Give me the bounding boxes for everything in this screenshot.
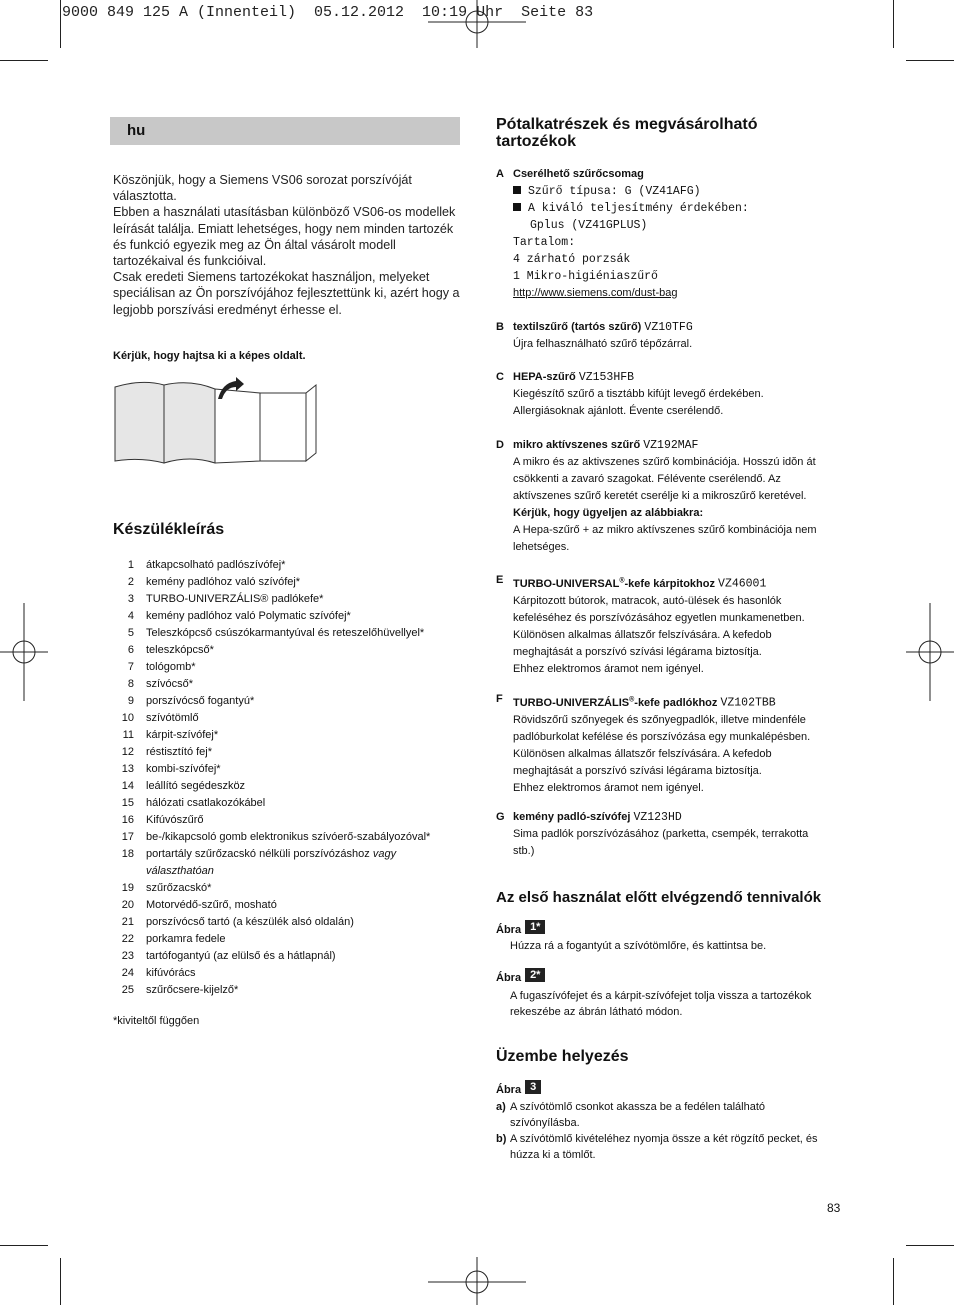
- print-header-line: 9000 849 125 A (Innenteil) 05.12.2012 10:19 Uhr Seite 83: [62, 4, 594, 21]
- list-item: 3 TURBO-UNIVERZÁLIS® padlókefe*: [127, 593, 324, 605]
- accessory-a: A Cserélhető szűrőcsomag Szűrő típusa: G (VZ41AFG) A kiváló teljesítmény érdekében: Gplus (VZ41GPLUS) Tartalom: 4 zárható porzsák 1 Mikro-higiéniaszűrő http://www.siemens.com/dust-bag: [496, 166, 848, 302]
- page-number: 83: [827, 1201, 841, 1215]
- crop-mark-bottom-right-h: [906, 1245, 954, 1246]
- list-item: 11 kárpit-szívófej*: [122, 729, 219, 741]
- intro-text: [113, 172, 463, 318]
- crop-mark-bottom-left-h: [0, 1245, 48, 1246]
- figure-badge: 3: [525, 1080, 541, 1094]
- list-item: 23 tartófogantyú (az elülső és a hátlapnál): [121, 950, 336, 962]
- intro-paragraph-1: Köszönjük, hogy a Siemens VS06 sorozat porszívóját választotta.: [113, 173, 412, 204]
- list-item: 9 porszívócső fogantyú*: [127, 695, 255, 707]
- list-item: 24 kifúvórács: [121, 967, 196, 979]
- step-a: a) A szívótömlő csonkot akassza be a fedélen található szívónyílásba.: [496, 1101, 765, 1129]
- crop-mark-top-right-h: [906, 60, 954, 61]
- list-item: 18 portartály szűrőzacskó nélküli porszívózáshoz vagy választhatóan: [121, 848, 397, 877]
- figure-badge: 2*: [525, 968, 545, 982]
- list-item: 7 tológomb*: [127, 661, 196, 673]
- crop-mark-top-left-h: [0, 60, 48, 61]
- accessory-a-title: Cserélhető szűrőcsomag: [513, 168, 644, 180]
- language-tab: [110, 117, 460, 145]
- figure-2-ref: Ábra 2*: [496, 968, 545, 986]
- step-b: b) A szívótömlő kivételéhez nyomja össze a két rögzítő pecket, és húzza ki a tömlőt.: [496, 1133, 818, 1161]
- accessory-c: C HEPA-szűrő VZ153HFB Kiegészítő szűrő a tisztább kifújt levegő érdekében. Allergiásoknak ajánlott. Évente cserélendő.: [496, 371, 764, 417]
- registration-mark-left: [0, 603, 48, 701]
- accessory-e: E TURBO-UNIVERSAL®-kefe kárpitokhoz VZ46001 Kárpitozott bútorok, matracok, autó-ülések és hasonlók kefeléséhez és porszívózásához egyetlen munkamenetben. Különösen alkalmas állatszőr felszívására. A kefedob meghajtását a porszívó szívási légárama biztosítja. Ehhez elektromos áramot nem igényel.: [496, 574, 805, 675]
- registration-mark-top: [428, 0, 526, 48]
- intro-paragraph-3: Csak eredeti Siemens tartozékokat használjon, melyeket speciálisan az Ön porszívójához fejlesztettünk ki, azért hogy a legjobb porszívási eredményt érhesse el.: [113, 270, 460, 317]
- list-item: 10 szívótömlő: [121, 712, 199, 724]
- accessory-b: B textilszűrő (tartós szűrő) VZ10TFG Újra felhasználható szűrő tépőzárral.: [496, 321, 693, 350]
- description-heading: Készülékleírás: [113, 521, 225, 538]
- list-item: 16 Kifúvószűrő: [121, 814, 204, 826]
- parts-list: [113, 557, 463, 999]
- figure-1-text: Húzza rá a fogantyút a szívótömlőre, és kattintsa be.: [510, 940, 767, 952]
- list-item: 2 kemény padlóhoz való szívófej*: [127, 576, 301, 588]
- list-item: 21 porszívócső tartó (a készülék alsó oldalán): [121, 916, 354, 928]
- startup-steps: [496, 1099, 846, 1163]
- figure-1-ref: Ábra 1*: [496, 920, 545, 938]
- crop-mark-bottom-right-v: [893, 1258, 894, 1305]
- accessories-heading: Pótalkatrészek és megvásárolható tartozékok: [496, 116, 758, 150]
- list-item: 25 szűrőcsere-kijelző*: [121, 984, 239, 996]
- figure-2-text: A fugaszívófejet és a kárpit-szívófejet tolja vissza a tartozékok rekeszébe az ábrán látható módon.: [510, 990, 812, 1018]
- list-item: 20 Motorvédő-szűrő, mosható: [121, 899, 277, 911]
- fold-out-page-illustration: [112, 375, 320, 465]
- footnote: *kiviteltől függően: [113, 1015, 200, 1027]
- accessory-g: G kemény padló-szívófej VZ123HD Sima padlók porszívózásához (parketta, csempék, terrakotta stb.): [496, 811, 809, 857]
- bullet-icon: [513, 203, 521, 211]
- list-item: 4 kemény padlóhoz való Polymatic szívófej*: [127, 610, 351, 622]
- registration-mark-right: [906, 603, 954, 701]
- crop-mark-top-right-v: [893, 0, 894, 48]
- accessory-d: D mikro aktívszenes szűrő VZ192MAF A mikro és az aktivszenes szűrő kombinációja. Hosszú idŏn át csökkenti a zavaró szagokat. Félévente cserélendő. Az aktívszenes szűrő keretét cserélje ki a mikroszűrő keretével. Kérjük, hogy ügyeljen az alábbiakra: A Hepa-szűrő + az mikro aktívszenes szűrő kombinációja nem lehetséges.: [496, 439, 817, 553]
- accessory-f: F TURBO-UNIVERZÁLIS®-kefe padlókhoz VZ102TBB Rövidszőrű szőnyegek és szőnyegpadlók, illetve mindenféle padlóburkolat kefélése és porszívózása egy munkalépésben. Különösen alkalmas állatszőr felszívására. A kefedob meghajtását a porszívó szívási légárama biztosítja. Ehhez elektromos áramot nem igényel.: [496, 693, 811, 794]
- dust-bag-link[interactable]: http://www.siemens.com/dust-bag: [513, 287, 678, 299]
- first-use-heading: Az első használat előtt elvégzendő tennivalók: [496, 889, 822, 906]
- list-item: 8 szívócső*: [127, 678, 194, 690]
- figure-badge: 1*: [525, 920, 545, 934]
- list-item: 1 átkapcsolható padlószívófej*: [127, 559, 286, 571]
- fold-out-note: Kérjük, hogy hajtsa ki a képes oldalt.: [113, 350, 306, 362]
- intro-paragraph-2: Ebben a használati utasításban különböző VS06-os modellek leírását találja. Emiatt lehetséges, hogy nem minden tartozék és funkció egyezik meg az Ön által vásárolt modell tartozékaival és funkcióival.: [113, 205, 456, 269]
- crop-mark-top-left-v: [60, 0, 61, 48]
- crop-mark-bottom-left-v: [60, 1258, 61, 1305]
- list-item: 15 hálózati csatlakozókábel: [121, 797, 266, 809]
- list-item: 22 porkamra fedele: [121, 933, 226, 945]
- registration-mark-bottom: [428, 1257, 526, 1305]
- list-item: 19 szűrőzacskó*: [121, 882, 212, 894]
- list-item: 17 be-/kikapcsoló gomb elektronikus szívóerő-szabályozóval*: [121, 831, 431, 843]
- list-item: 13 kombi-szívófej*: [121, 763, 221, 775]
- list-item: 5 Teleszkópcső csúszókarmantyúval és reteszelőhüvellyel*: [127, 627, 425, 639]
- startup-heading: Üzembe helyezés: [496, 1048, 629, 1065]
- bullet-icon: [513, 186, 521, 194]
- list-item: 12 réstisztító fej*: [121, 746, 213, 758]
- language-code: hu: [127, 122, 146, 139]
- figure-3-ref: Ábra 3: [496, 1080, 541, 1098]
- list-item: 14 leállító segédeszköz: [121, 780, 246, 792]
- list-item: 6 teleszkópcső*: [127, 644, 214, 656]
